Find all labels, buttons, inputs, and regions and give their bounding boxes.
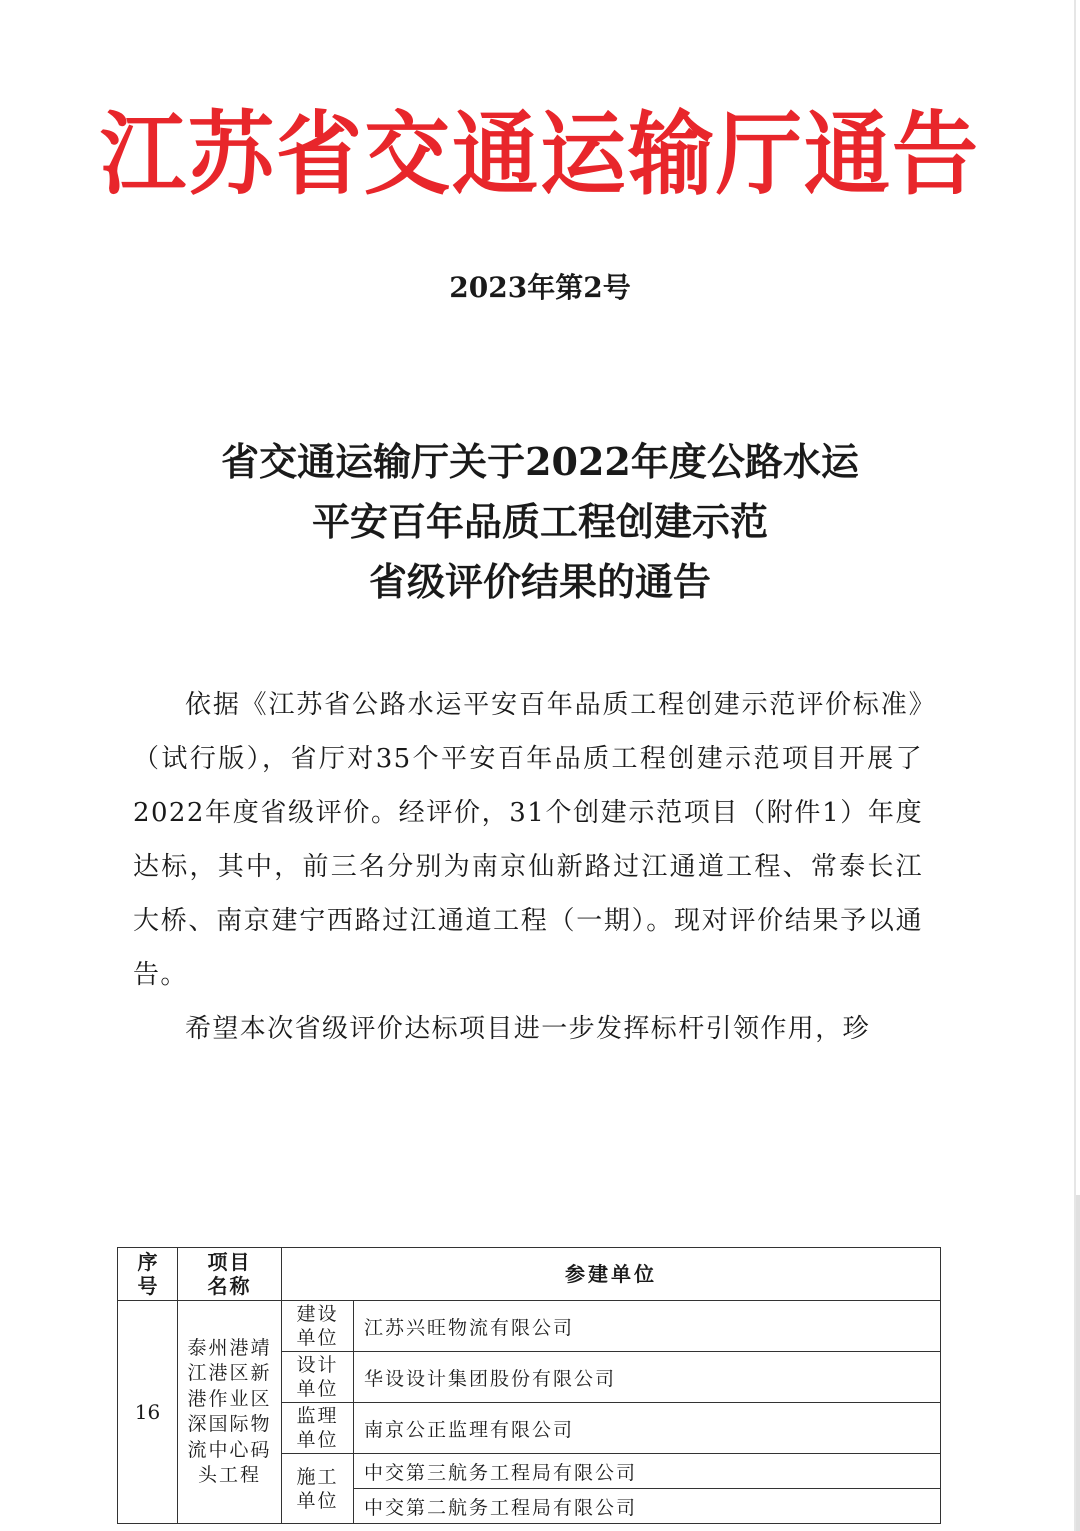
header-seq-label: 序号: [137, 1250, 158, 1298]
unit-design: 华设设计集团股份有限公司: [354, 1352, 941, 1403]
table-row: [118, 1301, 941, 1352]
header-seq: [118, 1248, 178, 1301]
body-paragraph-1: 依据《江苏省公路水运平安百年品质工程创建示范评价标准》（试行版），省厅对35个平安百年品质工程创建示范项目开展了2022年度省级评价。经评价，31个创建示范项目（附件1）年度达标，其中，前三名分别为南京仙新路过江通道工程、常泰长江大桥、南京建宁西路过江通道工程（一期）。现对评价结果予以通告。: [133, 690, 923, 990]
unit-supervision: 南京公正监理有限公司: [354, 1403, 941, 1454]
notice-title-line-2: 平安百年品质工程创建示范: [311, 499, 768, 544]
role-design: [282, 1352, 354, 1403]
unit-construction: 江苏兴旺物流有限公司: [354, 1301, 941, 1352]
row-seq: 16: [118, 1301, 178, 1524]
notice-title-line-3: 省级评价结果的通告: [368, 559, 711, 604]
body-paragraph-2: 希望本次省级评价达标项目进一步发挥标杆引领作用，珍: [185, 1014, 871, 1044]
header-name: [178, 1248, 282, 1301]
role-design-label: 设计单位: [296, 1354, 339, 1400]
role-construction-label: 建设单位: [296, 1303, 339, 1349]
unit-contractor-1: 中交第三航务工程局有限公司: [354, 1454, 941, 1489]
header-units: 参建单位: [282, 1248, 941, 1301]
page-edge-shadow: [1076, 1195, 1080, 1531]
role-contractor-label: 施工单位: [296, 1465, 339, 1512]
header-name-label: 项目名称: [207, 1250, 252, 1298]
notice-title: [0, 432, 1080, 612]
participants-table: [117, 1247, 941, 1524]
role-supervision-label: 监理单位: [296, 1405, 339, 1451]
notice-body: [133, 678, 923, 1056]
role-contractor: [282, 1454, 354, 1524]
row-project-name: 泰州港靖江港区新港作业区深国际物流中心码头工程: [178, 1301, 282, 1524]
unit-contractor-2: 中交第二航务工程局有限公司: [354, 1489, 941, 1524]
document-number: 2023年第2号: [449, 271, 631, 304]
role-construction: [282, 1301, 354, 1352]
table-header-row: [118, 1248, 941, 1301]
masthead-title: 江苏省交通运输厅通告: [100, 101, 980, 208]
role-supervision: [282, 1403, 354, 1454]
notice-title-line-1: 省交通运输厅关于2022年度公路水运: [221, 439, 859, 484]
participants-table-wrap: [117, 1247, 941, 1524]
